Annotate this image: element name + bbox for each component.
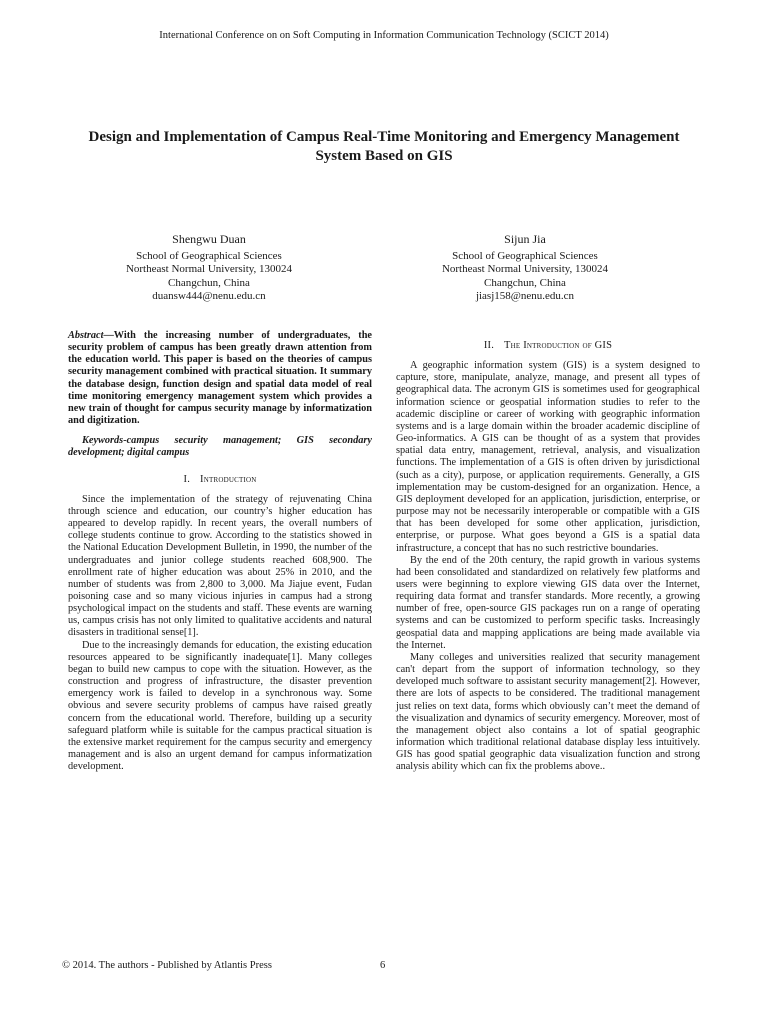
conference-header: International Conference on on Soft Computing in Information Communication Technology (SCICT 2014) [159,30,609,41]
paper-title: Design and Implementation of Campus Real-Time Monitoring and Emergency Management System Based on GIS [88,129,680,164]
abstract-text: —With the increasing number of undergraduates, the security problem of campus has been greatly drawn attention from the education world. This paper is based on the theories of campus security management combined with practical situation. It summary the database design, function design and spatial data model of real time monitoring emergency management system which provides a new train of thought for campus security manage by informatization and digitization. [68,330,372,427]
paragraph: Since the implementation of the strategy of rejuvenating China through science and education, our country’s higher education has appeared to develop rapidly. In recent years, the overall numbers of college students continue to grow. According to the statistics showed in the National Education Development Bulletin, in 1990, the number of the undergraduates and junior college students reached 608,900. The enrollment rate of higher education was about 25% in 2010, and the number of students was from 2,800 to 3,000. Ma Jiajue event, Fudan poisoning case and so many vicious injuries in campus had a strong psychological impact on the students and staff. These events are warning us, campus crisis has not only limited to qualitative accidents and natural disasters in traditional sense[1]. [68,493,372,639]
author-city: Changchun, China [168,276,250,289]
abstract-label: Abstract [68,330,104,341]
section-title: Introduction [200,473,257,485]
paragraph: A geographic information system (GIS) is a system designed to capture, store, manipulate, analyze, manage, and present all types of geographical data. The acronym GIS is sometimes used for geographical information science or geospatial information studies to refer to the academic discipline or career of working with geographic information systems and is a large domain within the broader academic discipline of Geo-informatics. A GIS can be thought of as a system that provides spatial data entry, management, retrieval, analysis, and visualization functions. The implementation of a GIS is often driven by jurisdictional (such as a city), purpose, or application requirements. Generally, a GIS implementation may be custom-designed for an organization. Hence, a GIS deployment developed for an application, jurisdiction, enterprise, or purpose may not be necessarily interoperable or compatible with a GIS that has been developed for some other application, jurisdiction, enterprise, or purpose. What goes beyond a GIS is a spatial data infrastructure, a concept that has no such restrictive boundaries. [396,360,700,554]
footer-copyright: © 2014. The authors - Published by Atlantis Press [62,960,272,971]
paragraph: By the end of the 20th century, the rapid growth in various systems had been consolidated and standardized on relatively few platforms and users were beginning to explore viewing GIS data over the Internet, requiring data format and transfer standards. More recently, a growing number of free, open-source GIS packages run on a range of operating systems and can be customized to perform specific tasks. Increasingly geospatial data and mapping applications are being made available via the Internet. [396,554,700,651]
author-department: School of Geographical Sciences [136,249,282,262]
author-department: School of Geographical Sciences [452,249,598,262]
section-heading-gis [396,340,700,352]
section-title: The Introduction of GIS [504,340,613,351]
author-name: Shengwu Duan [172,232,246,246]
author-block-2 [385,233,665,304]
abstract [68,330,372,427]
paragraph: Due to the increasingly demands for education, the existing education resources appeared to be significantly inadequate[1]. Many colleges began to build new campus to cope with the situation. However, as the construction and progress of infrastructure, the disaster prevention emergency work is failed to develop in a synchronous way. Some obvious and severe security problems of campus have raised greatly concern from the educational world. Therefore, building up a security safeguard platform while is suitable for the campus practical situation is the extensive market requirement for the campus security and emergency management and is also an urgent demand for campus informatization development. [68,639,372,773]
page-number: 6 [380,960,386,971]
author-city: Changchun, China [484,276,566,289]
author-university: Northeast Normal University, 130024 [441,263,609,275]
author-university: Northeast Normal University, 130024 [125,263,293,275]
author-email: duansw444@nenu.edu.cn [152,290,266,302]
left-column [68,330,372,773]
right-column [396,340,700,773]
section-number: I. [183,473,191,485]
section-heading-introduction [68,474,372,486]
author-email: jiasj158@nenu.edu.cn [475,290,575,302]
paragraph: Many colleges and universities realized that security management can't depart from the support of information technology, so they developed much software to assistant security management[2]. However, there are lots of aspects to be considered. The traditional management just relies on text data, forms which obviously can’t meet the demand of the visualization and dynamics of security emergency. Moreover, most of the management object also contains a lot of spatial geographic information which traditional relational database display less intuitively. GIS has good spatial geographic data visualization function and strong analysis ability which can fix the problems above.. [396,651,700,773]
section-number: II. [483,340,495,351]
keywords: Keywords-campus security management; GIS secondary development; digital campus [68,435,372,459]
author-name: Sijun Jia [504,232,546,246]
author-block-1 [69,233,349,304]
